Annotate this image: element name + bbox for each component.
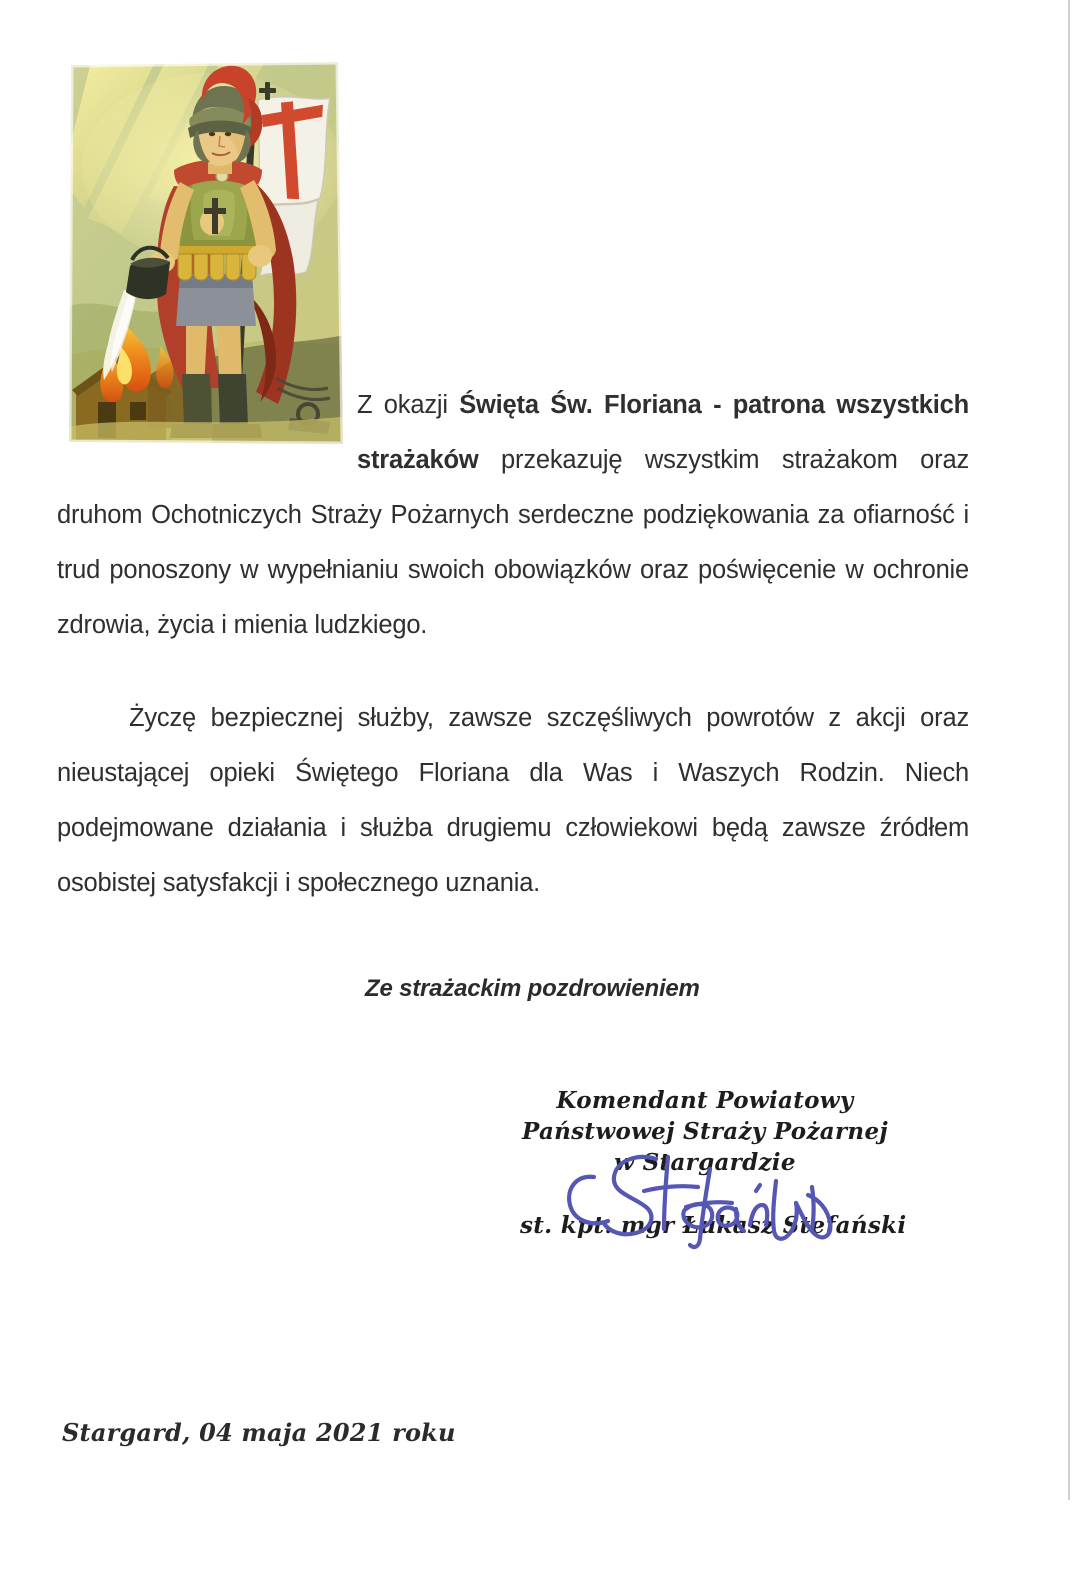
paragraph-spacer <box>57 653 969 691</box>
signature-title-line-1: Komendant Powiatowy <box>556 1087 854 1114</box>
signature-block <box>520 1085 907 1239</box>
paragraph-1-segment-1: Z okazji <box>357 391 460 419</box>
scan-edge-artifact <box>1068 0 1070 1500</box>
letter-body <box>57 378 969 911</box>
signature-title-line-3: w Stargardzie <box>614 1149 796 1176</box>
paragraph-2: Życzę bezpiecznej służby, zawsze szczęśliwych powrotów z akcji oraz nieustającej opieki Świętego Floriana dla Was i Waszych Rodzin. Niech podejmowane działania i służba drugiemu człowiekowi będą zawsze źródłem osobistej satysfakcji i społecznego uznania. <box>57 704 969 897</box>
place-and-date: Stargard, 04 maja 2021 roku <box>62 1418 456 1447</box>
signature-name: st. kpt. mgr Łukasz Stefański <box>520 1212 907 1239</box>
paragraph-1-segment-2-bold: Święta Św. Floriana - patrona wszystkich strażaków <box>357 391 969 474</box>
signature-title-line-2: Państwowej Straży Pożarnej <box>521 1118 889 1145</box>
paragraph-1-segment-3: przekazuję wszystkim strażakom oraz druhom Ochotniczych Straży Pożarnych serdeczne podziękowania za ofiarność i trud ponoszony w wypełnianiu swoich obowiązków oraz poświęcenie w ochronie zdrowia, życia i mienia ludzkiego. <box>57 446 969 639</box>
closing-salutation: Ze strażackim pozdrowieniem <box>365 975 700 1002</box>
image-text-wrap-spacer <box>57 378 357 450</box>
